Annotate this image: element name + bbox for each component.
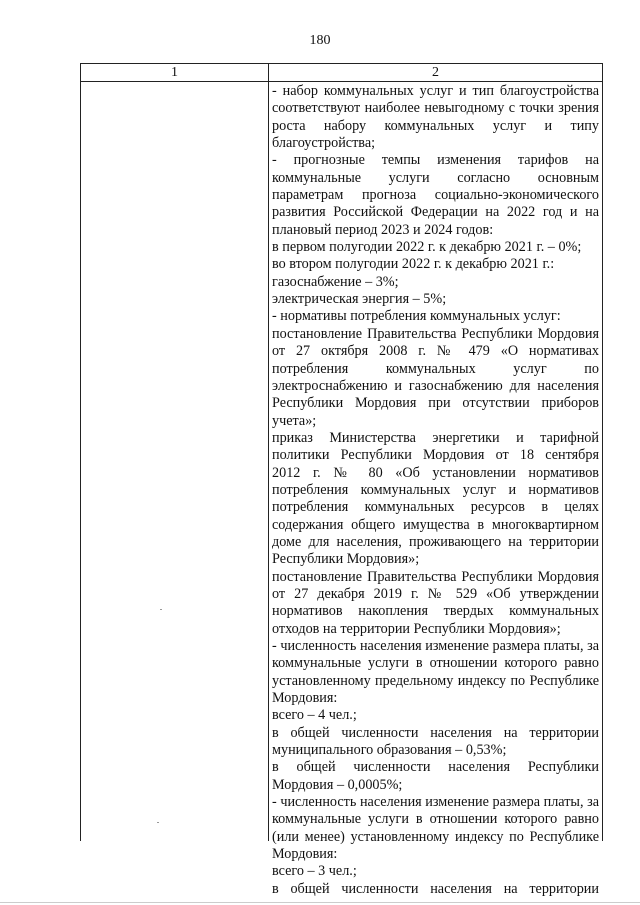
text-line: доме для населения, проживающего на территории — [272, 533, 599, 550]
text-line: потребления коммунальных ресурсов в целях — [272, 499, 599, 516]
text-line: в общей численности населения на территории — [272, 880, 599, 897]
text-line: (или менее) установленному индексу по Республике — [272, 828, 599, 845]
text-line: в первом полугодии 2022 г. к декабрю 2021 г. – 0%; — [272, 239, 582, 256]
table-cell-column-2 — [272, 83, 599, 898]
text-line: Мордовия: — [272, 846, 338, 863]
column-header-2: 2 — [432, 65, 439, 80]
text-line: газоснабжение – 3%; — [272, 273, 399, 290]
text-line: потребления коммунальных услуг по — [272, 360, 599, 377]
text-line: потребления коммунальных услуг и нормативов — [272, 481, 599, 498]
text-line: учета»; — [272, 412, 317, 429]
page-number: 180 — [309, 33, 331, 48]
text-line: постановление Правительства Республики Мордовия — [272, 568, 599, 585]
text-line: муниципального образования – 0,53%; — [272, 742, 507, 759]
text-line: коммунальные услуги согласно основным — [272, 169, 599, 186]
text-line: 2012 г. № 80 «Об установлении нормативов — [272, 464, 599, 481]
text-line: - прогнозные темпы изменения тарифов на — [272, 152, 599, 169]
text-line: благоустройства; — [272, 135, 376, 152]
scan-bottom-edge — [0, 902, 640, 903]
text-line: в общей численности населения на территории — [272, 724, 599, 741]
text-line: развития Российской Федерации на 2022 год и на — [272, 204, 599, 221]
document-table — [80, 63, 603, 897]
text-line: в общей численности населения Республики — [272, 759, 599, 776]
text-line: политики Республики Мордовия от 18 сентября — [272, 447, 599, 464]
text-line: всего – 4 чел.; — [272, 707, 357, 724]
text-line: во втором полугодии 2022 г. к декабрю 2021 г.: — [272, 256, 555, 273]
text-line: роста набору коммунальных услуг и типу — [272, 117, 599, 134]
text-line: приказ Министерства энергетики и тарифной — [272, 429, 599, 446]
text-line: - нормативы потребления коммунальных услуг: — [272, 308, 561, 325]
text-line: коммунальные услуги в отношении которого равно — [272, 811, 599, 828]
column-header-1: 1 — [171, 65, 178, 80]
text-line: всего – 3 чел.; — [272, 863, 357, 880]
text-line: электроснабжению и газоснабжению для населения — [272, 377, 599, 394]
text-line: Республики Мордовия при отсутствии приборов — [272, 395, 599, 412]
scan-speck — [157, 822, 159, 823]
text-line: - численность населения изменение размера платы, за — [272, 794, 599, 811]
scan-speck — [160, 609, 162, 610]
text-line: нормативов накопления твердых коммунальных — [272, 603, 599, 620]
text-line: содержания общего имущества в многоквартирном — [272, 516, 599, 533]
text-line: - набор коммунальных услуг и тип благоустройства — [272, 83, 599, 99]
text-line: от 27 декабря 2019 г. № 529 «Об утверждении — [272, 585, 599, 602]
column-divider — [268, 64, 269, 841]
text-line: постановление Правительства Республики Мордовия — [272, 325, 599, 342]
text-line: параметрам прогноза социально-экономического — [272, 187, 599, 204]
text-line: - численность населения изменение размера платы, за — [272, 638, 599, 654]
text-line: коммунальные услуги в отношении которого равно — [272, 655, 599, 672]
table-header-row — [81, 64, 602, 82]
text-line: плановый период 2023 и 2024 годов: — [272, 221, 494, 238]
text-line: Мордовия: — [272, 690, 338, 707]
text-line: от 27 октября 2008 г. № 479 «О нормативах — [272, 343, 599, 360]
text-line: установленному предельному индексу по Республике — [272, 672, 599, 689]
text-line: электрическая энергия – 5%; — [272, 291, 447, 308]
text-line: соответствуют наиболее невыгодному с точки зрения — [272, 100, 599, 117]
text-line: Мордовия – 0,0005%; — [272, 776, 403, 793]
text-line: отходов на территории Республики Мордовия»; — [272, 620, 561, 637]
text-line: Республики Мордовия»; — [272, 551, 420, 568]
